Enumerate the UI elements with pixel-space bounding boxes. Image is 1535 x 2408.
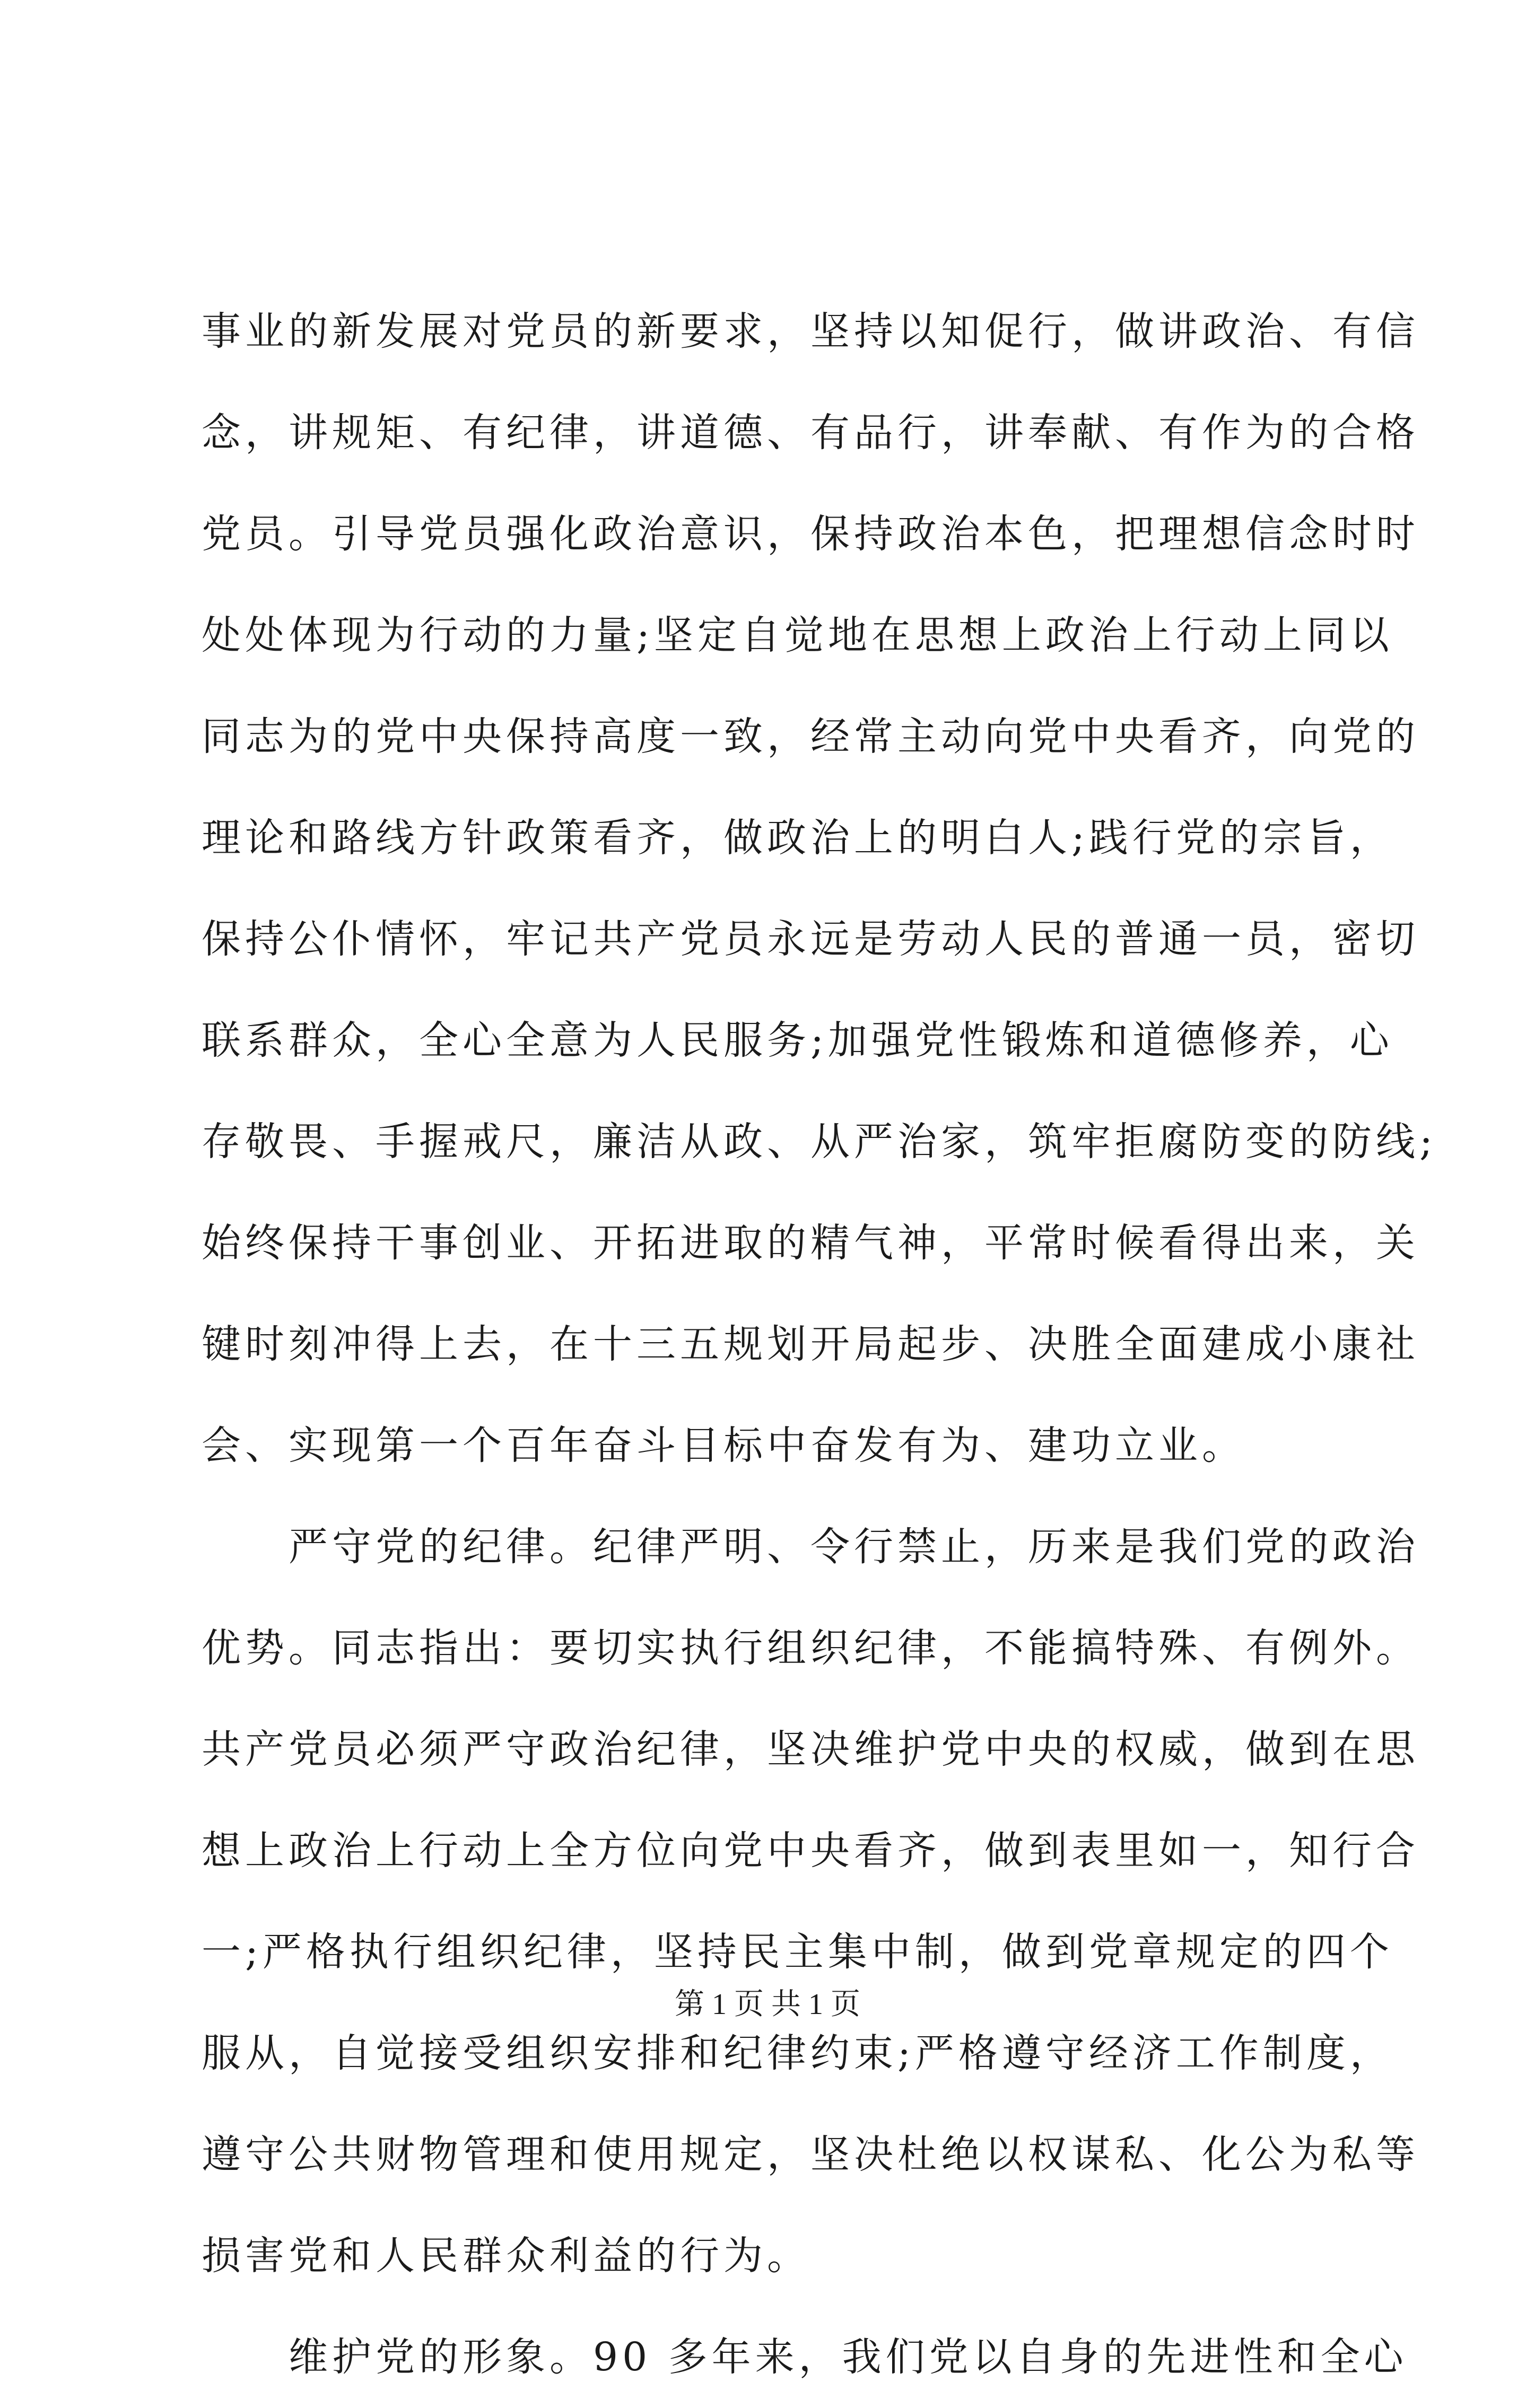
text-line: 处处体现为行动的力量;坚定自觉地在思想上政治上行动上同以 [202, 612, 1393, 658]
text-line: 事业的新发展对党员的新要求，坚持以知促行，做讲政治、有信 [202, 309, 1419, 354]
text-line: 服从，自觉接受组织安排和纪律约束;严格遵守经济工作制度， [202, 2030, 1393, 2076]
paragraph-start-line: 严守党的纪律。纪律严明、令行禁止，历来是我们党的政治 [202, 1524, 1419, 1570]
text-line: 保持公仆情怀，牢记共产党员永远是劳动人民的普通一员，密切 [202, 916, 1419, 962]
text-line: 想上政治上行动上全方位向党中央看齐，做到表里如一，知行合 [202, 1828, 1419, 1873]
text-line: 存敬畏、手握戒尺，廉洁从政、从严治家，筑牢拒腐防变的防线; [202, 1119, 1437, 1164]
page-footer: 第 1 页 共 1 页 [675, 1988, 860, 2021]
paragraph-start-line: 维护党的形象。90 多年来，我们党以自身的先进性和全心 [202, 2334, 1408, 2380]
text-line: 联系群众，全心全意为人民服务;加强党性锻炼和道德修养，心 [202, 1018, 1393, 1063]
body-text [202, 281, 1437, 2408]
text-line: 念，讲规矩、有纪律，讲道德、有品行，讲奉献、有作为的合格 [202, 410, 1419, 456]
text-line: 损害党和人民群众利益的行为。 [202, 2233, 810, 2279]
text-line: 同志为的党中央保持高度一致，经常主动向党中央看齐，向党的 [202, 714, 1419, 759]
text-line: 始终保持干事创业、开拓进取的精气神，平常时候看得出来，关 [202, 1220, 1419, 1266]
text-line: 共产党员必须严守政治纪律，坚决维护党中央的权威，做到在思 [202, 1727, 1419, 1772]
text-line: 会、实现第一个百年奋斗目标中奋发有为、建功立业。 [202, 1423, 1245, 1468]
text-line: 党员。引导党员强化政治意识，保持政治本色，把理想信念时时 [202, 511, 1419, 557]
text-line: 理论和路线方针政策看齐，做政治上的明白人;践行党的宗旨， [202, 815, 1393, 861]
text-line: 遵守公共财物管理和使用规定，坚决杜绝以权谋私、化公为私等 [202, 2132, 1419, 2177]
text-line: 优势。同志指出：要切实执行组织纪律，不能搞特殊、有例外。 [202, 1625, 1419, 1671]
text-line: 键时刻冲得上去，在十三五规划开局起步、决胜全面建成小康社 [202, 1321, 1419, 1367]
text-line: 一;严格执行组织纪律，坚持民主集中制，做到党章规定的四个 [202, 1929, 1393, 1975]
